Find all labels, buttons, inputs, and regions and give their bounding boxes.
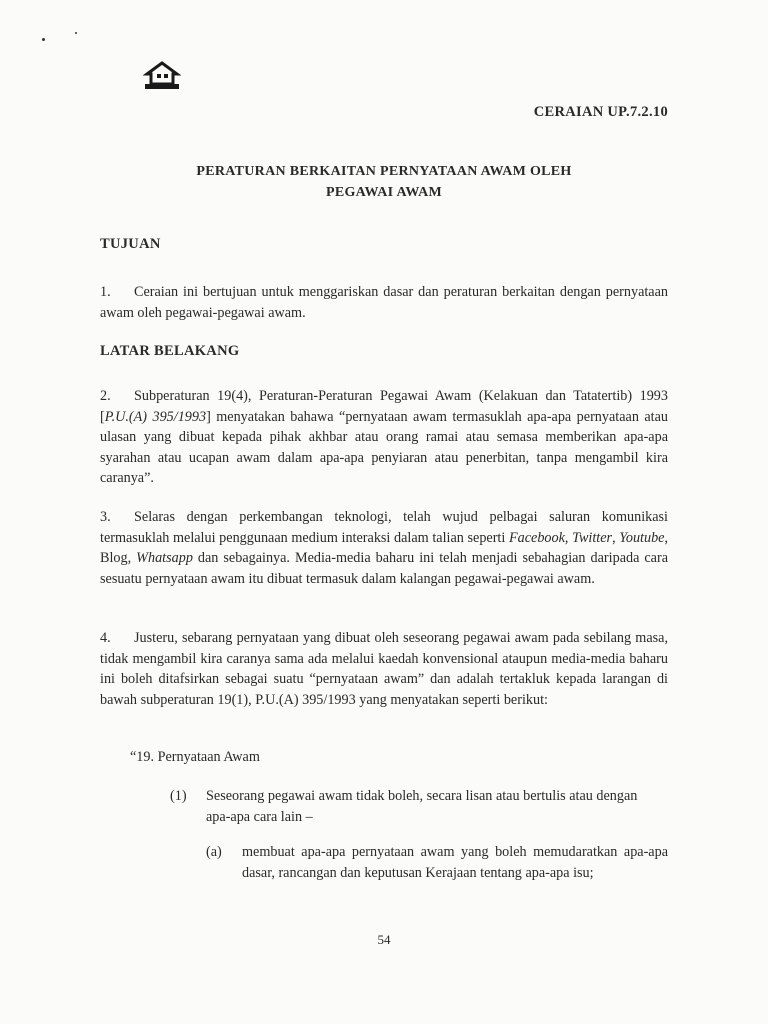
scan-speck (75, 32, 77, 34)
paragraph-number: 2. (100, 388, 111, 404)
paragraph-4 (100, 628, 668, 710)
page-number: 54 (377, 932, 391, 947)
paragraph-text: Justeru, sebarang pernyataan yang dibuat oleh seseorang pegawai awam pada sebilang masa, tidak mengambil kira caranya sama ada melalui kaedah konvensional ataupun media-media baharu ini boleh ditafsirkan sebagai suatu “pernyataan awam” dan adalah tertakluk kepada larangan di bawah subperaturan 19(1), P.U.(A) 395/1993 yang menyatakan seperti berikut: (100, 630, 668, 708)
section-heading-latar-belakang: LATAR BELAKANG (100, 343, 240, 359)
separator: , Blog, (100, 529, 669, 566)
quoted-regulation-title: “19. Pernyataan Awam (130, 749, 260, 765)
item-marker: (a) (206, 844, 222, 860)
scan-speck (42, 38, 45, 41)
paragraph-text: Subperaturan 19(4), Peraturan-Peraturan Pegawai Awam (Kelakuan dan Tatatertib) 1993 [ (100, 388, 668, 425)
paragraph-1 (100, 282, 668, 323)
document-title-line-1: PERATURAN BERKAITAN PERNYATAAN AWAM OLEH (196, 164, 572, 179)
separator: , (612, 529, 620, 546)
paragraph-number: 3. (100, 509, 111, 525)
subregulation-1 (170, 786, 668, 827)
document-title-line-2: PEGAWAI AWAM (325, 185, 442, 200)
paragraph-3 (100, 507, 668, 589)
platform-name: Twitter (572, 529, 613, 546)
paragraph-2 (100, 386, 668, 489)
subregulation-item-a (206, 842, 668, 883)
document-reference-code: CERAIAN UP.7.2.10 (533, 104, 668, 120)
platform-name: Whatsapp (136, 550, 193, 566)
paragraph-text: Selaras dengan perkembangan teknologi, telah wujud pelbagai saluran komunikasi termasuklah melalui penggunaan medium interaksi dalam talian seperti (100, 509, 668, 546)
platform-name: Youtube (619, 529, 665, 546)
separator: , (564, 529, 573, 546)
item-text: membuat apa-apa pernyataan awam yang boleh memudaratkan apa-apa dasar, rancangan dan keputusan Kerajaan tentang apa-apa isu; (242, 844, 668, 881)
platform-name: Facebook (508, 529, 565, 546)
house-crest-icon (143, 60, 181, 92)
paragraph-text: dan sebagainya. Media-media baharu ini telah menjadi sebahagian daripada cara sesuatu pernyataan awam itu dibuat termasuk dalam kalangan pegawai-pegawai awam. (100, 550, 668, 587)
section-heading-tujuan: TUJUAN (100, 236, 161, 252)
paragraph-text: ] menyatakan bahawa “pernyataan awam termasuklah apa-apa pernyataan atau ulasan yang dibuat kepada pihak akhbar atau orang ramai atau semasa memberikan apa-apa syarahan atau ucapan awam dalam apa-apa penyiaran atau penerbitan, tanpa mengambil kira caranya”. (100, 408, 668, 486)
subregulation-marker: (1) (170, 788, 187, 804)
paragraph-text: Ceraian ini bertujuan untuk menggariskan dasar dan peraturan berkaitan dengan pernyataan awam oleh pegawai-pegawai awam. (100, 284, 668, 321)
paragraph-number: 4. (100, 630, 111, 646)
legal-citation: P.U.(A) 395/1993 (104, 408, 207, 425)
paragraph-number: 1. (100, 284, 111, 300)
subregulation-text: Seseorang pegawai awam tidak boleh, secara lisan atau bertulis atau dengan apa-apa cara lain – (206, 788, 638, 825)
